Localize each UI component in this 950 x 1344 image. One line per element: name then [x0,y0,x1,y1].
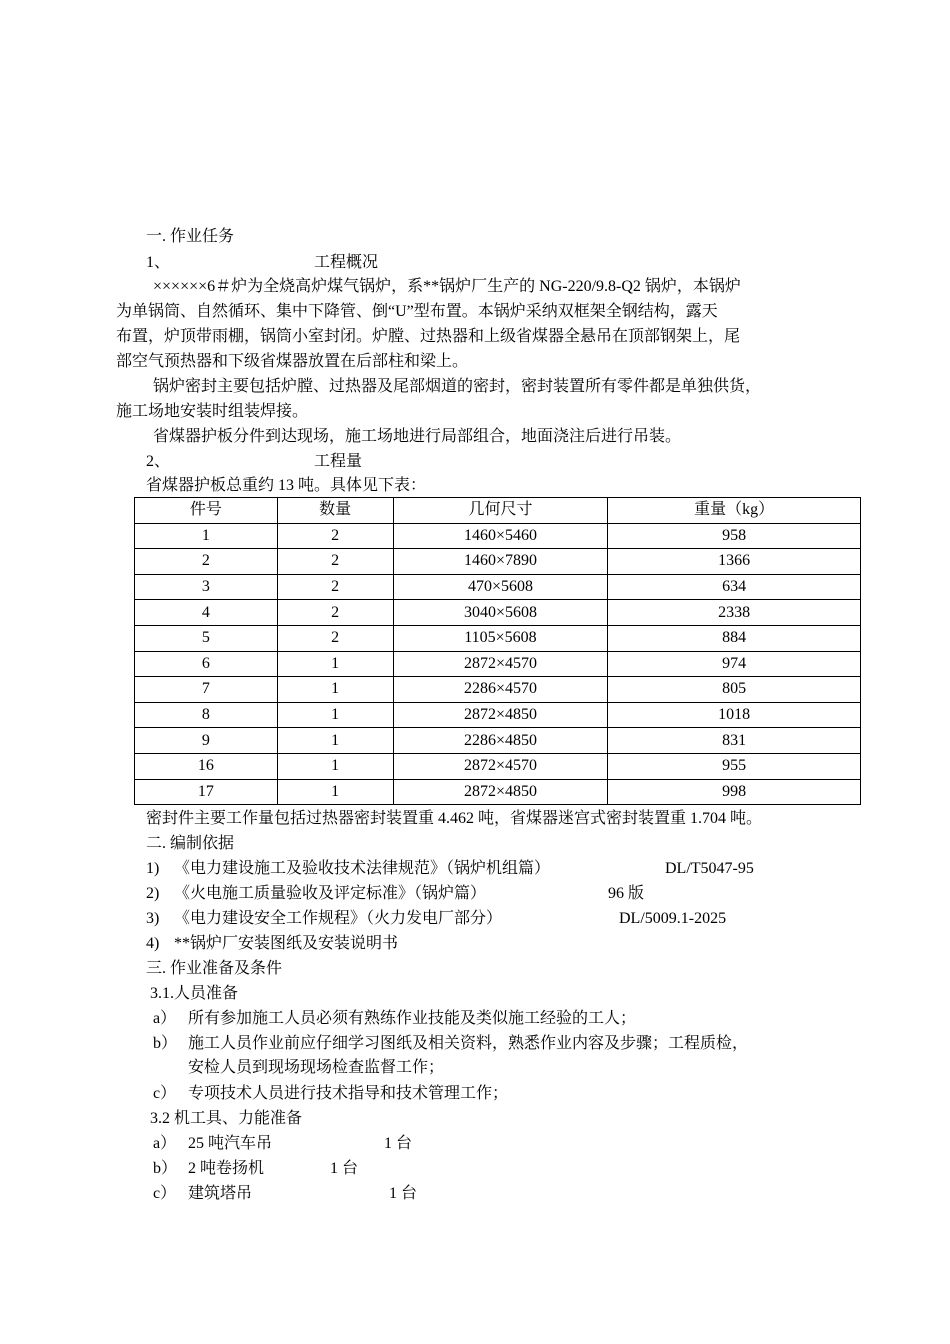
equipment-b-name: 2 吨卷扬机 [188,1160,265,1177]
cell-weight: 634 [608,574,861,600]
reference-3-code: DL/5009.1-2025 [619,910,727,927]
cell-part-no: 8 [135,702,278,728]
cell-dimensions: 2872×4570 [393,753,608,779]
subsection-1-2-title: 工程量 [314,453,363,470]
equipment-a-qty: 1 台 [384,1135,413,1152]
overview-line-2: 为单锅筒、自然循环、集中下降管、倒“U”型布置。本锅炉采纳双框架全钢结构，露天 [116,303,718,320]
table-row [135,728,861,754]
seal-line-2: 施工场地安装时组装焊接。 [116,403,309,420]
cell-part-no: 3 [135,574,278,600]
subsection-1-2-number: 2、 [146,453,171,470]
personnel-c-text: 专项技术人员进行技术指导和技术管理工作； [188,1085,509,1102]
subsection-1-1-title: 工程概况 [314,254,379,271]
section-2-title: 二. 编制依据 [146,835,235,852]
cell-quantity: 1 [277,779,393,805]
equipment-b-qty: 1 台 [330,1160,359,1177]
cell-weight: 974 [608,651,861,677]
cell-part-no: 6 [135,651,278,677]
cell-dimensions: 2872×4570 [393,651,608,677]
cell-weight: 1366 [608,549,861,575]
reference-1-code: DL/T5047-95 [665,860,754,877]
reference-2-number: 2) [146,885,160,902]
cell-dimensions: 3040×5608 [393,600,608,626]
cell-dimensions: 2286×4570 [393,677,608,703]
cell-weight: 805 [608,677,861,703]
subsection-1-1-number: 1、 [146,254,171,271]
personnel-b-mark: b） [153,1035,178,1052]
table-row [135,549,861,575]
subsection-3-2-title: 3.2 机工具、力能准备 [150,1110,303,1127]
cell-part-no: 5 [135,625,278,651]
weight-intro: 省煤器护板总重约 13 吨。具体见下表： [146,477,427,494]
overview-line-4: 部空气预热器和下级省煤器放置在后部柱和梁上。 [116,353,469,370]
header-part-no: 件号 [135,498,278,524]
economizer-line: 省煤器护板分件到达现场，施工场地进行局部组合，地面浇注后进行吊装。 [153,428,682,445]
table-row [135,779,861,805]
personnel-b-continuation: 安检人员到现场现场检查监督工作； [188,1059,445,1076]
equipment-c-name: 建筑塔吊 [188,1185,253,1202]
table-row [135,523,861,549]
reference-4-number: 4) [146,935,160,952]
table-row [135,702,861,728]
header-quantity: 数量 [277,498,393,524]
cell-dimensions: 1460×5460 [393,523,608,549]
table-row [135,753,861,779]
overview-line-3: 布置，炉顶带雨棚，锅筒小室封闭。炉膛、过热器和上级省煤器全悬吊在顶部钢架上，尾 [116,328,741,345]
table-row [135,600,861,626]
subsection-3-1-title: 3.1.人员准备 [150,985,239,1002]
reference-3-title: 《电力建设安全工作规程》（火力发电厂部分） [174,910,503,927]
personnel-c-mark: c） [153,1085,177,1102]
header-dimensions: 几何尺寸 [393,498,608,524]
economizer-panel-table [134,497,861,805]
overview-line-1: ××××××6＃炉为全烧高炉煤气锅炉，系**锅炉厂生产的 NG-220/9.8-Q2 锅炉，本锅炉 [153,278,741,295]
cell-part-no: 1 [135,523,278,549]
cell-dimensions: 1105×5608 [393,625,608,651]
equipment-b-mark: b） [153,1160,178,1177]
cell-weight: 1018 [608,702,861,728]
personnel-a-mark: a） [153,1010,177,1027]
cell-weight: 998 [608,779,861,805]
cell-quantity: 2 [277,523,393,549]
reference-2-code: 96 版 [608,885,645,902]
cell-dimensions: 470×5608 [393,574,608,600]
table-row [135,574,861,600]
equipment-c-mark: c） [153,1185,177,1202]
equipment-a-name: 25 吨汽车吊 [188,1135,273,1152]
cell-quantity: 1 [277,677,393,703]
seal-summary: 密封件主要工作量包括过热器密封装置重 4.462 吨，省煤器迷宫式密封装置重 1.704 吨。 [146,810,763,827]
cell-part-no: 4 [135,600,278,626]
cell-part-no: 7 [135,677,278,703]
cell-quantity: 2 [277,625,393,651]
cell-quantity: 1 [277,728,393,754]
cell-quantity: 2 [277,549,393,575]
personnel-a-text: 所有参加施工人员必须有熟练作业技能及类似施工经验的工人； [188,1010,637,1027]
reference-4-title: **锅炉厂安装图纸及安装说明书 [174,935,399,952]
cell-weight: 884 [608,625,861,651]
cell-weight: 2338 [608,600,861,626]
cell-quantity: 1 [277,753,393,779]
section-3-title: 三. 作业准备及条件 [146,960,283,977]
section-1-title: 一. 作业任务 [146,228,235,245]
equipment-c-qty: 1 台 [389,1185,418,1202]
cell-part-no: 17 [135,779,278,805]
cell-part-no: 16 [135,753,278,779]
cell-dimensions: 1460×7890 [393,549,608,575]
equipment-a-mark: a） [153,1135,177,1152]
cell-quantity: 2 [277,574,393,600]
reference-1-number: 1) [146,860,160,877]
cell-dimensions: 2872×4850 [393,779,608,805]
reference-1-title: 《电力建设施工及验收技术法律规范》（锅炉机组篇） [174,860,551,877]
cell-dimensions: 2286×4850 [393,728,608,754]
table-row [135,625,861,651]
seal-line-1: 锅炉密封主要包括炉膛、过热器及尾部烟道的密封，密封装置所有零件都是单独供货， [153,378,762,395]
cell-quantity: 1 [277,651,393,677]
cell-part-no: 2 [135,549,278,575]
table-header-row [135,498,861,524]
reference-2-title: 《火电施工质量验收及评定标准》（锅炉篇） [174,885,487,902]
table-row [135,677,861,703]
cell-dimensions: 2872×4850 [393,702,608,728]
cell-quantity: 1 [277,702,393,728]
cell-quantity: 2 [277,600,393,626]
cell-part-no: 9 [135,728,278,754]
cell-weight: 831 [608,728,861,754]
personnel-b-text: 施工人员作业前应仔细学习图纸及相关资料，熟悉作业内容及步骤；工程质检， [188,1035,749,1052]
table-row [135,651,861,677]
cell-weight: 955 [608,753,861,779]
header-weight: 重量（kg） [608,498,861,524]
reference-3-number: 3) [146,910,160,927]
cell-weight: 958 [608,523,861,549]
